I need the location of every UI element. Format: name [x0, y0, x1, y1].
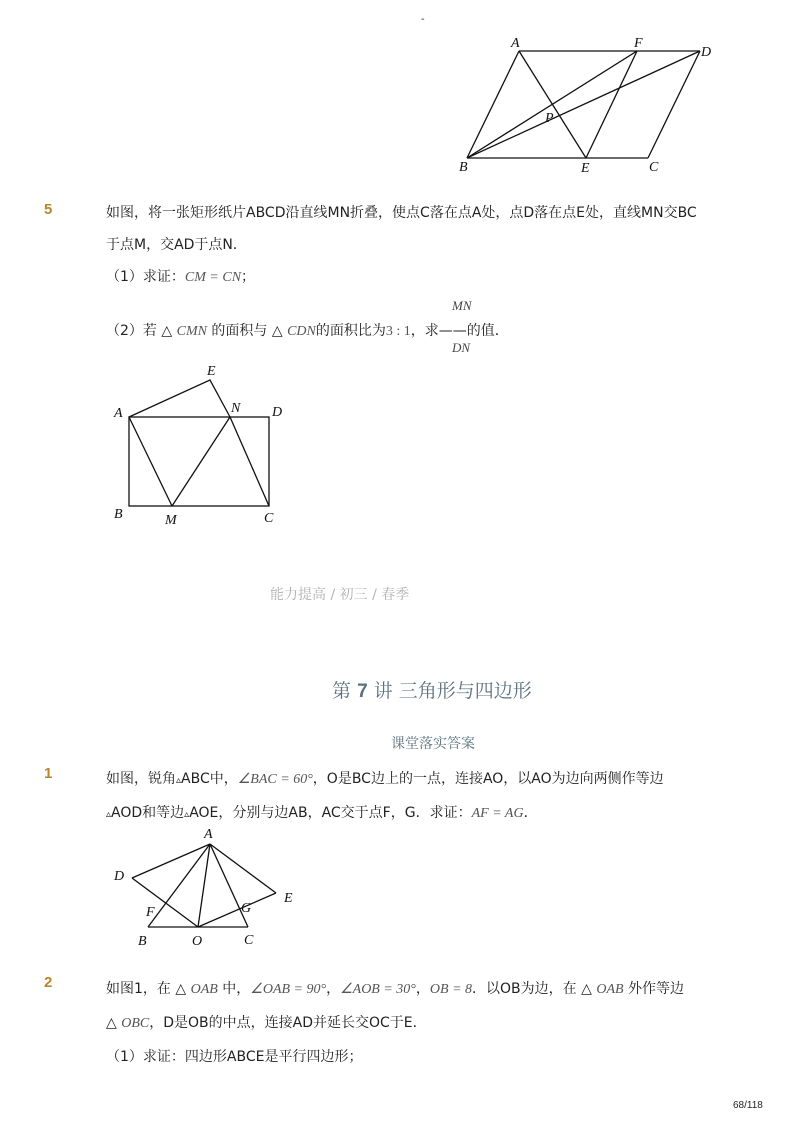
label-B: B	[459, 160, 468, 175]
q5-part1-math: CM = CN	[184, 270, 242, 285]
triangle-symbol: △	[271, 323, 283, 339]
label-E: E	[581, 161, 590, 176]
label-A: A	[114, 406, 123, 421]
label-N: N	[231, 401, 241, 416]
label-A: A	[511, 36, 520, 51]
section-subtitle: 课堂落实答案	[391, 736, 475, 752]
q5-part1	[106, 266, 255, 286]
lesson-number: 7	[357, 681, 368, 702]
triangle-symbol: △	[581, 981, 592, 997]
triangle-symbol: △	[161, 323, 173, 339]
q5-part2-mid2: 的面积比为	[315, 323, 386, 339]
q1-text-a: 如图，锐角	[106, 771, 176, 787]
q5-part2-prefix: （2）若	[106, 323, 157, 339]
q5-part2-math2: CDN	[287, 324, 316, 339]
lesson-title	[332, 676, 532, 703]
q2-line3: （1）求证：四边形ABCE是平行四边形；	[106, 1049, 363, 1065]
q1-line2	[106, 802, 538, 822]
label-C: C	[649, 160, 659, 175]
q5-line1: 如图，将一张矩形纸片ABCD沿直线MN折叠，使点C落在点A处，点D落在点E处，直线MN交BC	[106, 205, 697, 221]
q5-part1-prefix: （1）求证：	[106, 269, 185, 285]
q2-text-e: ．以OB为边，在	[472, 981, 577, 997]
q1-text-b: ABC中，	[181, 771, 238, 787]
q5-part2	[106, 320, 509, 340]
label-D: D	[114, 869, 125, 884]
label-F: F	[146, 905, 155, 920]
q1-text-e: AOE，分别与边AB，AC交于点F，G．求证：	[189, 805, 472, 821]
label-D: D	[701, 45, 712, 60]
q5-part2-mid1: 的面积与	[211, 323, 268, 339]
label-M: M	[165, 513, 177, 528]
q1-math-equal: AF = AG	[471, 806, 524, 821]
q2-text-f: 外作等边	[628, 981, 684, 997]
triangle-symbol: ▵	[176, 775, 182, 786]
label-G: G	[241, 901, 252, 916]
q5-part2-mid3: ，求	[410, 323, 439, 339]
label-O: O	[192, 934, 203, 949]
label-P: P	[545, 111, 554, 126]
equilateral-triangles-figure	[108, 822, 308, 950]
q2-text-g: ，D是OB的中点，连接AD并延长交OC于E．	[149, 1015, 427, 1031]
q5-part2-math1: CMN	[176, 324, 207, 339]
q5-part2-suffix: 的值．	[466, 323, 509, 339]
lesson-suffix: 讲 三角形与四边形	[373, 680, 532, 702]
q2-text-b: 中，	[222, 981, 251, 997]
q2-math-obc: OBC	[121, 1016, 150, 1031]
q5-part1-suffix: ；	[241, 269, 256, 285]
label-F: F	[634, 36, 643, 51]
triangle-symbol: △	[175, 981, 187, 997]
label-C: C	[244, 933, 254, 948]
q2-line2	[106, 1012, 427, 1032]
q1-text-c: ，O是BC边上的一点，连接AO，以AO为边向两侧作等边	[312, 771, 664, 787]
q2-text-c: ，	[326, 981, 341, 997]
fraction-denominator: DN	[452, 340, 471, 355]
label-B: B	[138, 934, 147, 949]
triangle-symbol: △	[106, 1015, 117, 1031]
label-D: D	[272, 405, 283, 420]
label-E: E	[284, 891, 293, 906]
q1-text-d: AOD和等边	[111, 805, 185, 821]
q1-line1	[106, 768, 664, 788]
question-number-5: 5	[44, 201, 53, 218]
question-number-1: 1	[44, 765, 53, 782]
q2-math-angle-oab: ∠OAB = 90°	[250, 982, 327, 997]
q5-part2-ratio: 3 : 1	[385, 324, 411, 339]
q1-text-f: ．	[523, 805, 538, 821]
q2-math-ob: OB = 8	[429, 982, 473, 997]
rectangle-fold-figure	[108, 360, 308, 530]
question-number-2: 2	[44, 974, 53, 991]
parallelogram-figure	[455, 30, 725, 180]
triangle-symbol: ▵	[106, 809, 112, 820]
page-footer-title: 能力提高 / 初三 / 春季	[270, 587, 410, 603]
triangle-symbol: ▵	[184, 809, 190, 820]
q5-line2: 于点M，交AD于点N．	[106, 237, 247, 253]
fraction-bar: ——	[438, 323, 467, 339]
q2-text-d: ，	[415, 981, 430, 997]
label-C: C	[264, 511, 274, 526]
label-A: A	[204, 827, 213, 842]
q2-math-oab: OAB	[190, 982, 218, 997]
label-B: B	[114, 507, 123, 522]
page-number: 68/118	[733, 1100, 763, 1111]
q2-line1	[106, 978, 684, 998]
top-mark: -	[421, 14, 425, 25]
q2-text-a: 如图1，在	[106, 981, 171, 997]
label-E: E	[207, 364, 216, 379]
q2-math-angle-aob: ∠AOB = 30°	[340, 982, 416, 997]
q2-math-oab-2: OAB	[596, 982, 624, 997]
lesson-prefix: 第	[332, 680, 352, 702]
fraction-numerator: MN	[452, 298, 472, 313]
q1-math-angle: ∠BAC = 60°	[237, 772, 313, 787]
